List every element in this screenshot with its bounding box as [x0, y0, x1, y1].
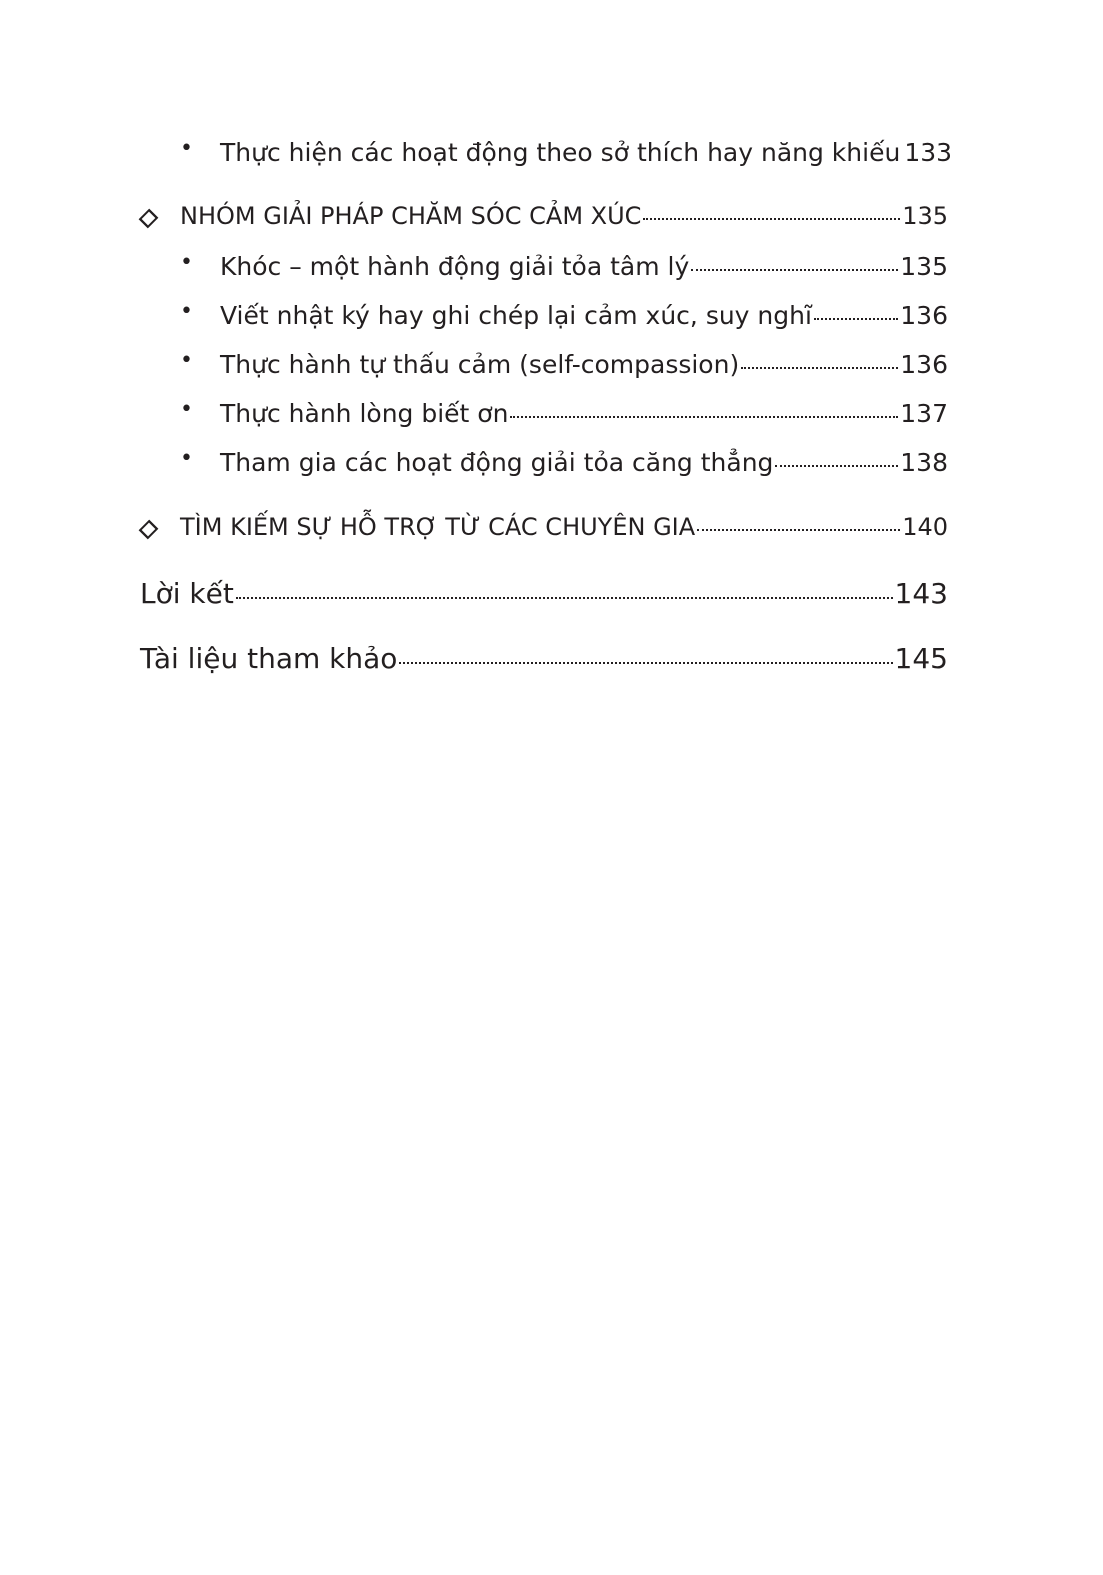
toc-section-page: 135	[902, 202, 948, 230]
dot-leader	[814, 299, 898, 324]
bullet-icon: •	[180, 250, 193, 275]
dot-leader	[236, 575, 893, 603]
toc-entry-page: 136	[900, 350, 948, 379]
toc-section	[140, 511, 948, 551]
toc-entry-page: 136	[900, 301, 948, 330]
toc-chapter	[140, 575, 948, 615]
dot-leader	[697, 511, 900, 535]
toc-section-title: NHÓM GIẢI PHÁP CHĂM SÓC CẢM XÚC	[180, 202, 642, 230]
toc-entry-title: Thực hành lòng biết ơn	[220, 399, 509, 428]
toc-section-title: TÌM KIẾM SỰ HỖ TRỢ TỪ CÁC CHUYÊN GIA	[180, 513, 696, 541]
toc-entry-page: 133	[904, 138, 953, 167]
toc-chapter-title: Tài liệu tham khảo	[140, 642, 398, 675]
toc-entry	[140, 397, 948, 437]
toc-entry	[140, 446, 948, 486]
toc-chapter-page: 143	[894, 577, 948, 610]
dot-leader	[741, 348, 898, 373]
toc-chapter	[140, 640, 948, 680]
toc-entry	[140, 299, 948, 339]
toc-chapter-title: Lời kết	[140, 577, 234, 610]
toc-entry-title: Khóc – một hành động giải tỏa tâm lý	[220, 252, 690, 281]
toc-section	[140, 200, 948, 240]
toc-entry-title: Thực hành tự thấu cảm (self-compassion)	[220, 350, 740, 379]
dot-leader	[643, 200, 900, 224]
bullet-icon: •	[180, 348, 193, 373]
toc-entry-page: 135	[900, 252, 948, 281]
dot-leader	[691, 250, 898, 275]
toc-entry	[140, 348, 948, 388]
toc-entry	[140, 136, 953, 176]
dot-leader	[399, 640, 892, 668]
toc-chapter-page: 145	[894, 642, 948, 675]
toc-entry-title: Tham gia các hoạt động giải tỏa căng thẳng	[220, 448, 774, 477]
dot-leader	[510, 397, 898, 422]
bullet-icon: •	[180, 299, 193, 324]
toc-entry-page: 138	[900, 448, 948, 477]
bullet-icon: •	[180, 397, 193, 422]
bullet-icon: •	[180, 446, 193, 471]
diamond-icon	[139, 209, 159, 229]
toc-entry	[140, 250, 948, 290]
toc-entry-title: Viết nhật ký hay ghi chép lại cảm xúc, suy nghĩ	[220, 301, 812, 330]
dot-leader	[775, 446, 898, 471]
toc-entry-page: 137	[900, 399, 948, 428]
toc-entry-title: Thực hiện các hoạt động theo sở thích hay năng khiếu	[220, 138, 901, 167]
bullet-icon: •	[180, 136, 193, 161]
diamond-icon	[139, 520, 159, 540]
toc-section-page: 140	[902, 513, 948, 541]
